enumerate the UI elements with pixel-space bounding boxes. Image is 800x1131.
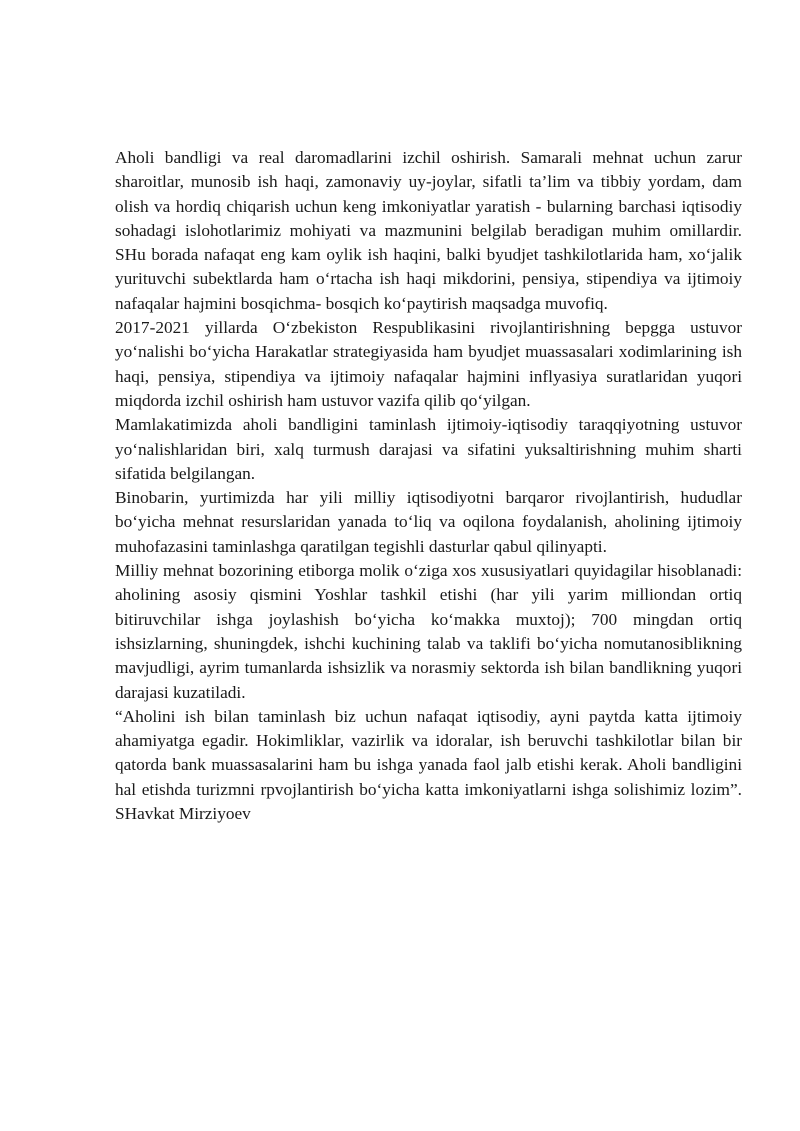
paragraph-annual-programs: Binobarin, yurtimizda har yili milliy iqtisodiyotni barqaror rivojlantirish, hududlar bo‘yicha mehnat resurslaridan yanada to‘liq va oqilona foydalanish, aholining ijtimoiy muhofazasini taminlashga qaratilgan tegishli dasturlar qabul qilinyapti. [115, 488, 742, 556]
paragraph-quote: “Aholini ish bilan taminlash biz uchun nafaqat iqtisodiy, ayni paytda katta ijtimoiy ahamiyatga egadir. Hokimliklar, vazirlik va idoralar, ish beruvchi tashkilotlar bilan bir qatorda bank muassasalarini ham bu ishga yanada faol jalb etishi kerak. Aholi bandligini hal etishda turizmni rpvojlantirish bo‘yicha katta imkoniyatlarni ishga solishimiz lozim”. SHavkat Mirziyoev [115, 706, 742, 824]
paragraph-action-strategy: 2017-2021 yillarda O‘zbekiston Respublikasini rivojlantirishning bepgga ustuvor yo‘nalishi bo‘yicha Harakatlar strategiyasida ham byudjet muassasalari xodimlarining ish haqi, pensiya, stipendiya va ijtimoiy nafaqalar hajmini inflyasiya suratlaridan yuqori miqdorda izchil oshirish ham ustuvor vazifa qilib qo‘yilgan. [115, 318, 742, 410]
document-body [115, 146, 742, 826]
paragraph-employment-income: Aholi bandligi va real daromadlarini izchil oshirish. Samarali mehnat uchun zarur sharoitlar, munosib ish haqi, zamonaviy uy-joylar, sifatli ta’lim va tibbiy yordam, dam olish va hordiq chiqarish uchun keng imkoniyatlar yaratish - bularning barchasi iqtisodiy sohadagi islohotlarimiz mohiyati va mazmunini belgilab beradigan muhim omillardir. SHu borada nafaqat eng kam oylik ish haqini, balki byudjet tashkilotlarida ham, xo‘jalik yurituvchi subektlarda ham o‘rtacha ish haqi mikdorini, pensiya, stipendiya va ijtimoiy nafaqalar hajmini bosqichma- bosqich ko‘paytirish maqsadga muvofiq. [115, 148, 742, 313]
paragraph-employment-priority: Mamlakatimizda aholi bandligini taminlash ijtimoiy-iqtisodiy taraqqiyotning ustuvor yo‘nalishlaridan biri, xalq turmush darajasi va sifatini yuksaltirishning muhim sharti sifatida belgilangan. [115, 415, 742, 483]
paragraph-labor-market-features: Milliy mehnat bozorining etiborga molik o‘ziga xos xususiyatlari quyidagilar hisoblanadi: aholining asosiy qismini Yoshlar tashkil etishi (har yili yarim milliondan ortiq bitiruvchilar ishga joylashish bo‘yicha ko‘makka muxtoj); 700 mingdan ortiq ishsizlarning, shuningdek, ishchi kuchining talab va taklifi bo‘yicha nomutanosiblikning mavjudligi, ayrim tumanlarda ishsizlik va norasmiy sektorda ish bilan bandlikning yuqori darajasi kuzatiladi. [115, 561, 742, 702]
